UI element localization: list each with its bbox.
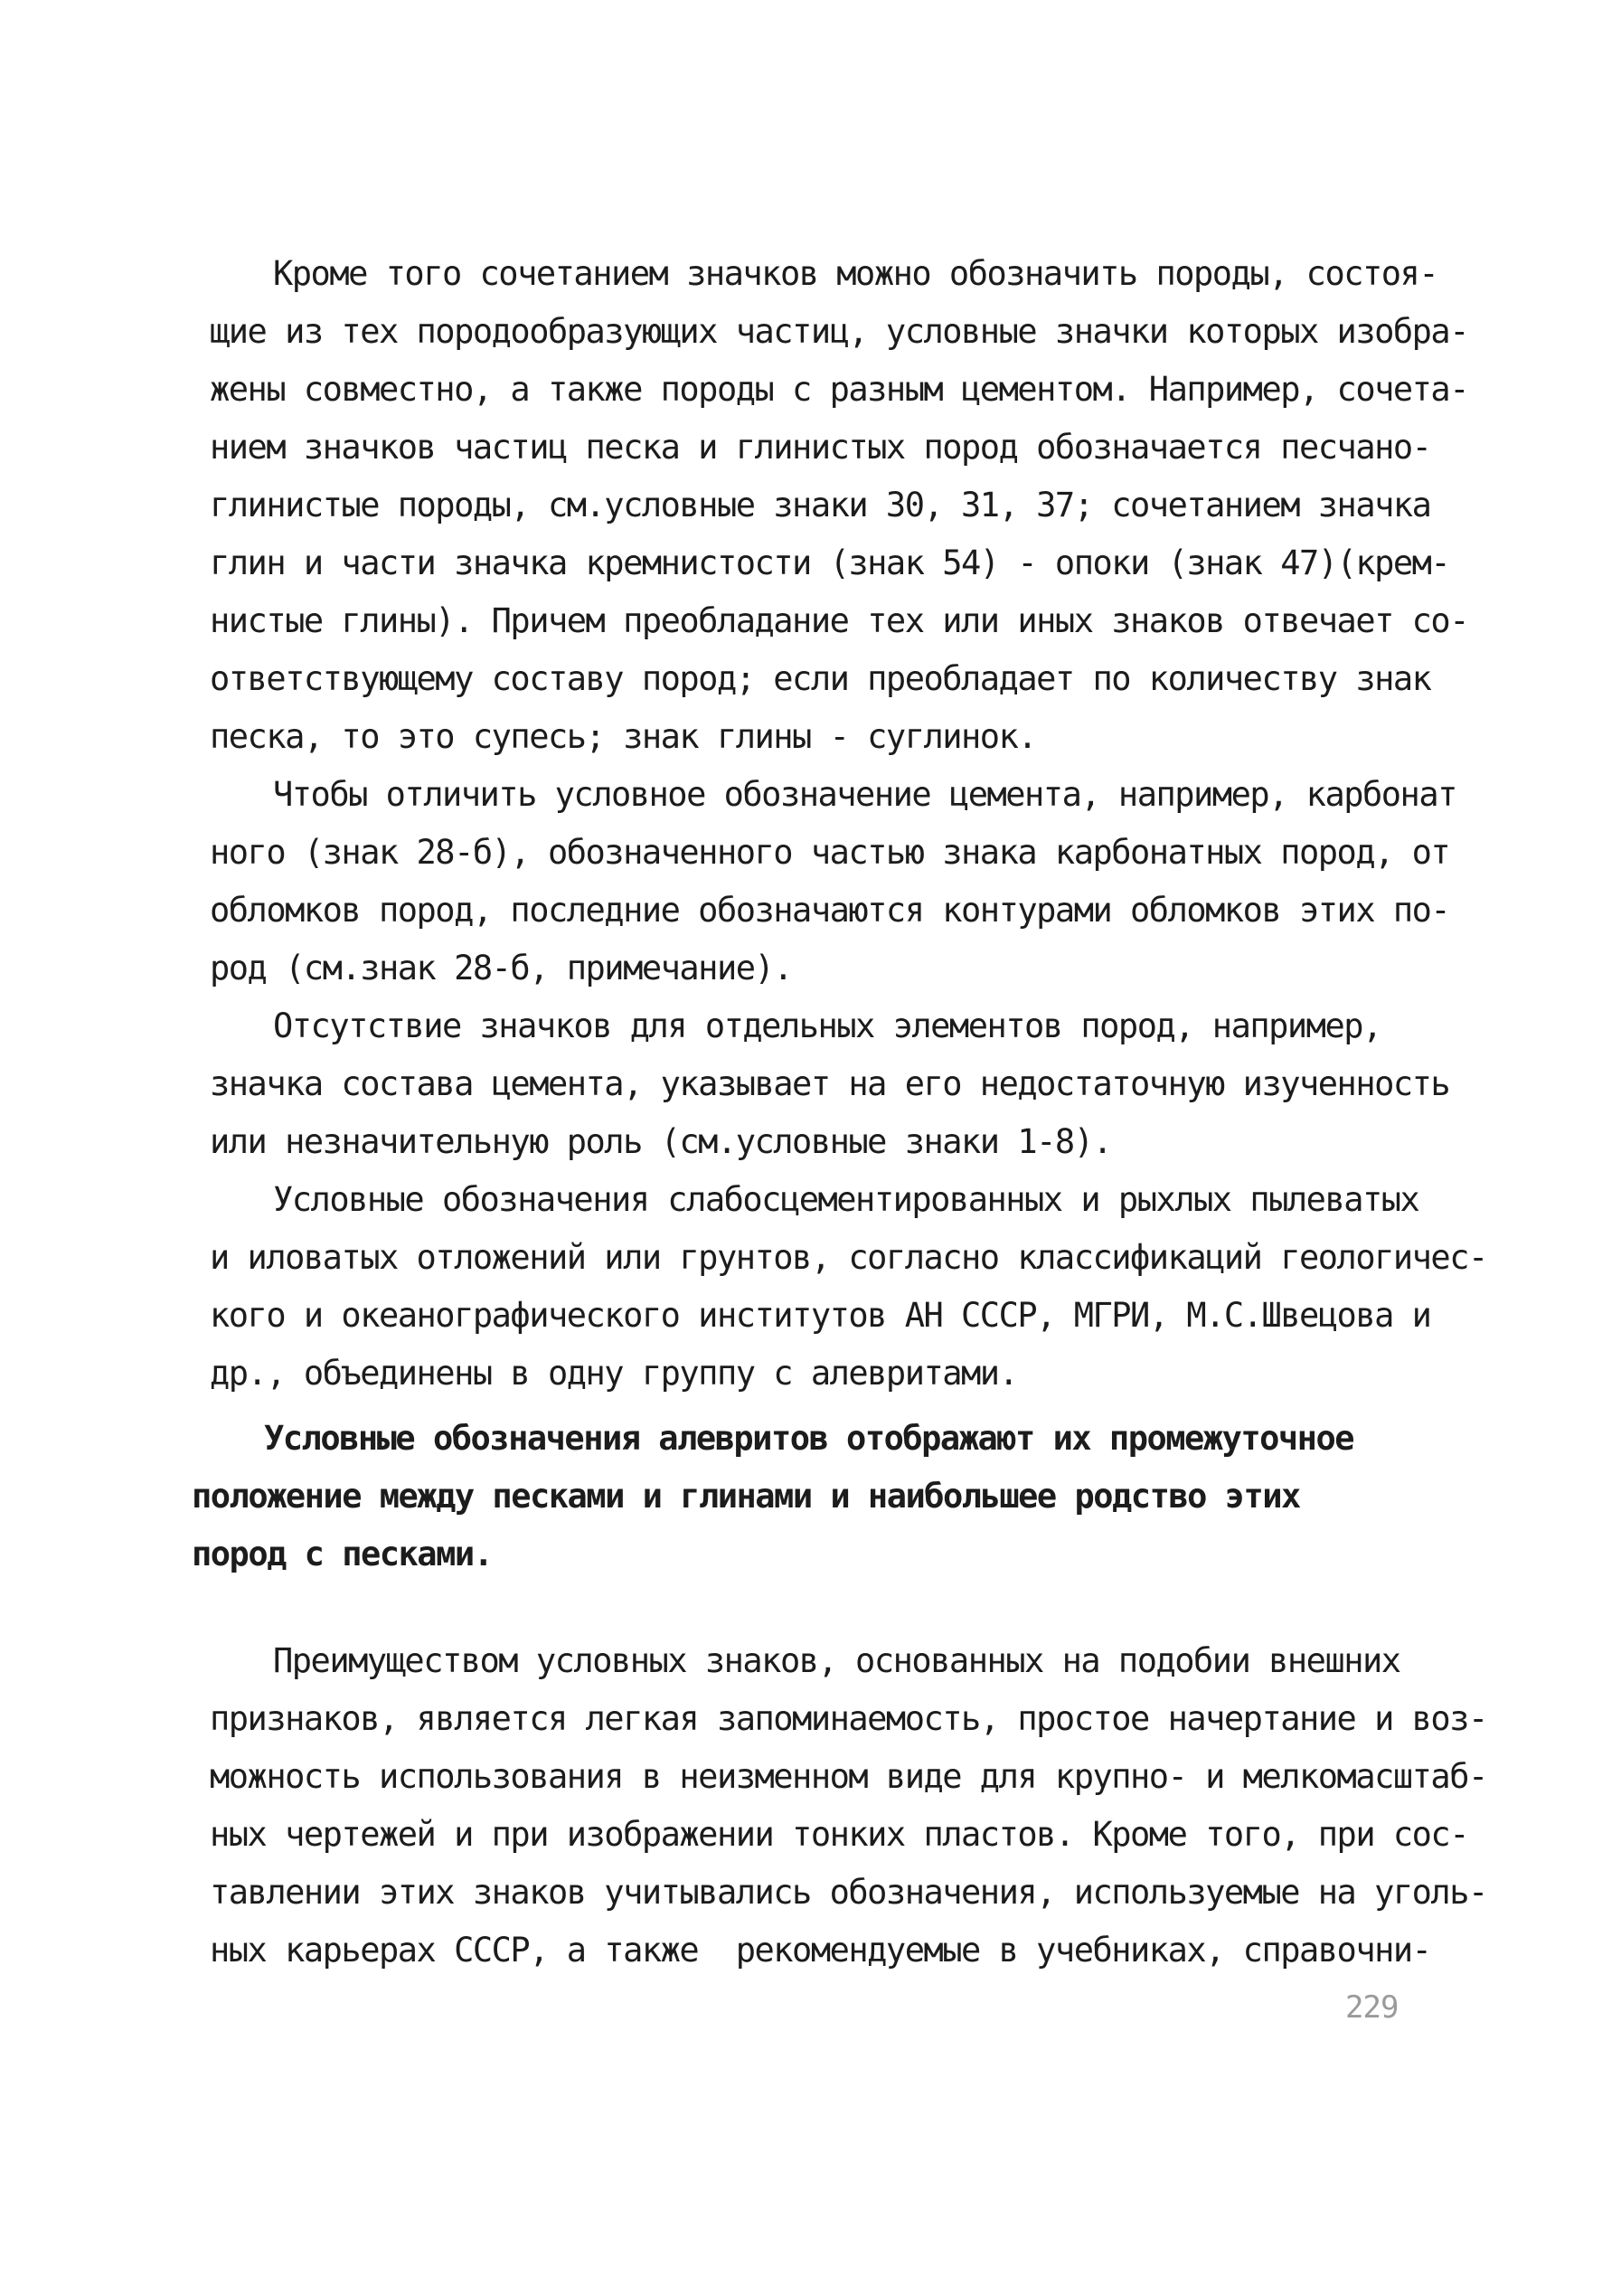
text-line: род (см.знак 28-б, примечание).: [210, 949, 793, 987]
text-line: глин и части значка кремнистости (знак 54) - опоки (знак 47)(крем-: [210, 543, 1450, 582]
text-line: можность использования в неизменном виде для крупно- и мелкомасштаб-: [210, 1757, 1487, 1796]
text-line: значка состава цемента, указывает на его недостаточную изученность: [210, 1064, 1450, 1103]
page-number: 229: [1345, 1989, 1399, 2026]
text-line: жены совместно, а также породы с разным цементом. Например, сочета-: [210, 370, 1468, 409]
text-line: нистые глины). Причем преобладание тех или иных знаков отвечает со-: [210, 601, 1468, 640]
text-line: кого и океанографического институтов АН СССР, МГРИ, М.С.Швецова и: [210, 1296, 1431, 1335]
text-line: Чтобы отличить условное обозначение цемента, например, карбонат: [273, 775, 1456, 814]
text-line: тавлении этих знаков учитывались обозначения, используемые на уголь-: [210, 1873, 1487, 1912]
text-line: и иловатых отложений или грунтов, согласно классификаций геологичес-: [210, 1238, 1487, 1277]
text-line: пород с песками.: [192, 1535, 493, 1573]
text-line: Преимуществом условных знаков, основанных на подобии внешних: [273, 1641, 1400, 1680]
text-line: щие из тех породообразующих частиц, условные значки которых изобра-: [210, 312, 1468, 351]
text-line: Кроме того сочетанием значков можно обозначить породы, состоя-: [273, 254, 1438, 293]
text-line: нием значков частиц песка и глинистых пород обозначается песчано-: [210, 428, 1431, 467]
text-line: признаков, является легкая запоминаемость, простое начертание и воз-: [210, 1699, 1487, 1738]
text-line: ответствующему составу пород; если преобладает по количеству знак: [210, 659, 1431, 698]
text-line: глинистые породы, см.условные знаки 30, 31, 37; сочетанием значка: [210, 486, 1431, 524]
text-line: или незначительную роль (см.условные знаки 1-8).: [210, 1122, 1112, 1161]
text-line: Отсутствие значков для отдельных элементов пород, например,: [273, 1006, 1381, 1045]
text-line: ных чертежей и при изображении тонких пластов. Кроме того, при сос-: [210, 1815, 1468, 1854]
text-line: др., объединены в одну группу с алевритами.: [210, 1354, 1018, 1393]
text-line: ного (знак 28-б), обозначенного частью знака карбонатных пород, от: [210, 833, 1450, 872]
text-line: положение между песками и глинами и наибольшее родство этих: [192, 1477, 1300, 1516]
text-line: песка, то это супесь; знак глины - суглинок.: [210, 717, 1037, 756]
text-line: обломков пород, последние обозначаются контурами обломков этих по-: [210, 891, 1450, 930]
text-line: Условные обозначения слабосцементированных и рыхлых пылеватых: [273, 1180, 1419, 1219]
text-line: ных карьерах СССР, а также рекомендуемые в учебниках, справочни-: [210, 1931, 1431, 1970]
text-line: Условные обозначения алевритов отображают их промежуточное: [264, 1419, 1354, 1458]
